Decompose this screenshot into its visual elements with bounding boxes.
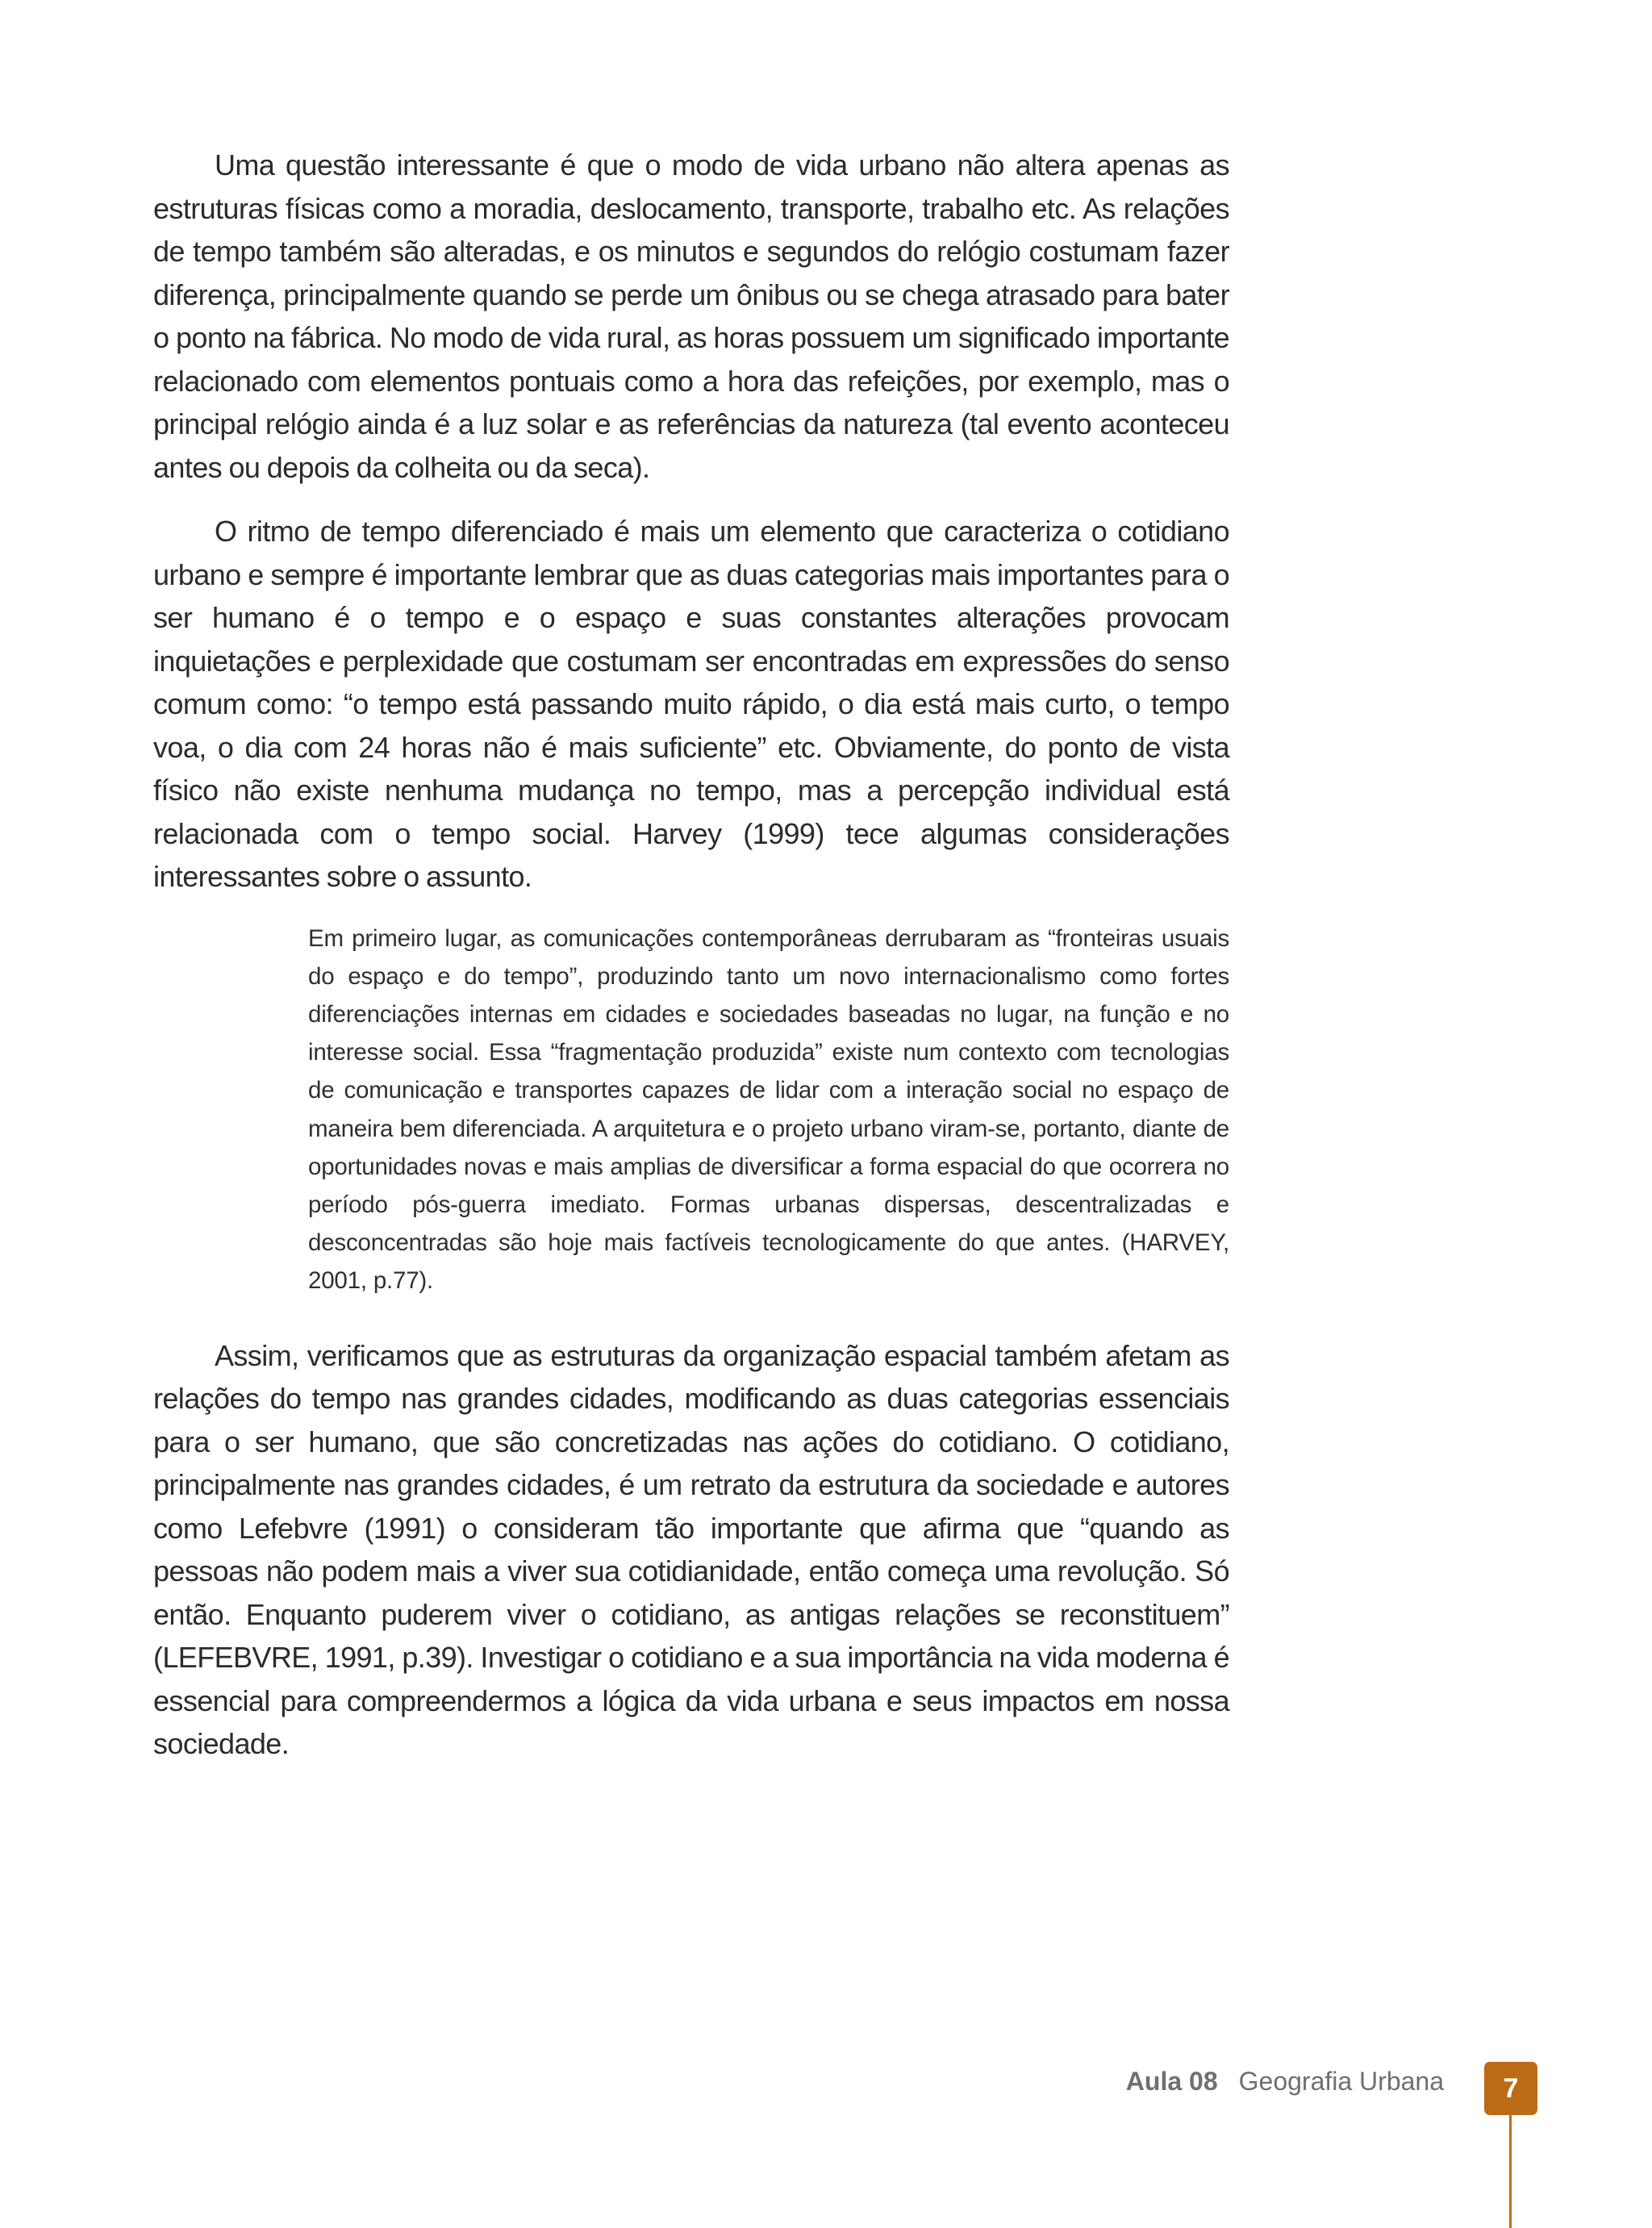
footer-course-title: Geografia Urbana [1238,2067,1444,2096]
body-paragraph-1: Uma questão interessante é que o modo de vida urbano não altera apenas as estruturas físicas como a moradia, deslocamento, transporte, trabalho etc. As relações de tempo também são alteradas, e os minutos e segundos do relógio costumam fazer diferença, principalmente quando se perde um ônibus ou se chega atrasado para bater o ponto na fábrica. No modo de vida rural, as horas possuem um significado importante relacionado com elementos pontuais como a hora das refeições, por exemplo, mas o principal relógio ainda é a luz solar e as referências da natureza (tal evento aconteceu antes ou depois da colheita ou da seca). [153,148,1229,484]
page-footer [1126,2067,1444,2097]
page-marker-line [1509,2115,1512,2228]
page-content [153,144,1229,1787]
body-paragraph-2: O ritmo de tempo diferenciado é mais um elemento que caracteriza o cotidiano urbano e sempre é importante lembrar que as duas categorias mais importantes para o ser humano é o tempo e o espaço e suas constantes alterações provocam inquietações e perplexidade que costumam ser encontradas em expressões do senso comum como: “o tempo está passando muito rápido, o dia está mais curto, o tempo voa, o dia com 24 horas não é mais suficiente” etc. Obviamente, do ponto de vista físico não existe nenhuma mudança no tempo, mas a percepção individual está relacionada com o tempo social. Harvey (1999) tece algumas considerações interessantes sobre o assunto. [153,515,1229,893]
page-number: 7 [1503,2072,1519,2104]
footer-lesson-label: Aula 08 [1125,2067,1218,2096]
block-quote: Em primeiro lugar, as comunicações contemporâneas derrubaram as “fronteiras usuais do espaço e do tempo”, produzindo tanto um novo internacionalismo como fortes diferenciações internas em cidades e sociedades baseadas no lugar, na função e no interesse social. Essa “fragmentação produzida” existe num contexto com tecnologias de comunicação e transportes capazes de lidar com a interação social no espaço de maneira bem diferenciada. A arquitetura e o projeto urbano viram-se, portanto, diante de oportunidades novas e mais amplias de diversificar a forma espacial do que ocorrera no período pós-guerra imediato. Formas urbanas dispersas, descentralizadas e desconcentradas são hoje mais factíveis tecnologicamente do que antes. (HARVEY, 2001, p.77). [308,924,1229,1295]
page-number-badge [1484,2062,1537,2115]
body-paragraph-3: Assim, verificamos que as estruturas da organização espacial também afetam as relações do tempo nas grandes cidades, modificando as duas categorias essenciais para o ser humano, que são concretizadas nas ações do cotidiano. O cotidiano, principalmente nas grandes cidades, é um retrato da estrutura da sociedade e autores como Lefebvre (1991) o consideram tão importante que afirma que “quando as pessoas não podem mais a viver sua cotidianidade, então começa uma revolução. Só então. Enquanto puderem viver o cotidiano, as antigas relações se reconstituem” (LEFEBVRE, 1991, p.39). Investigar o cotidiano e a sua importância na vida moderna é essencial para compreendermos a lógica da vida urbana e seus impactos em nossa sociedade. [153,1338,1229,1761]
